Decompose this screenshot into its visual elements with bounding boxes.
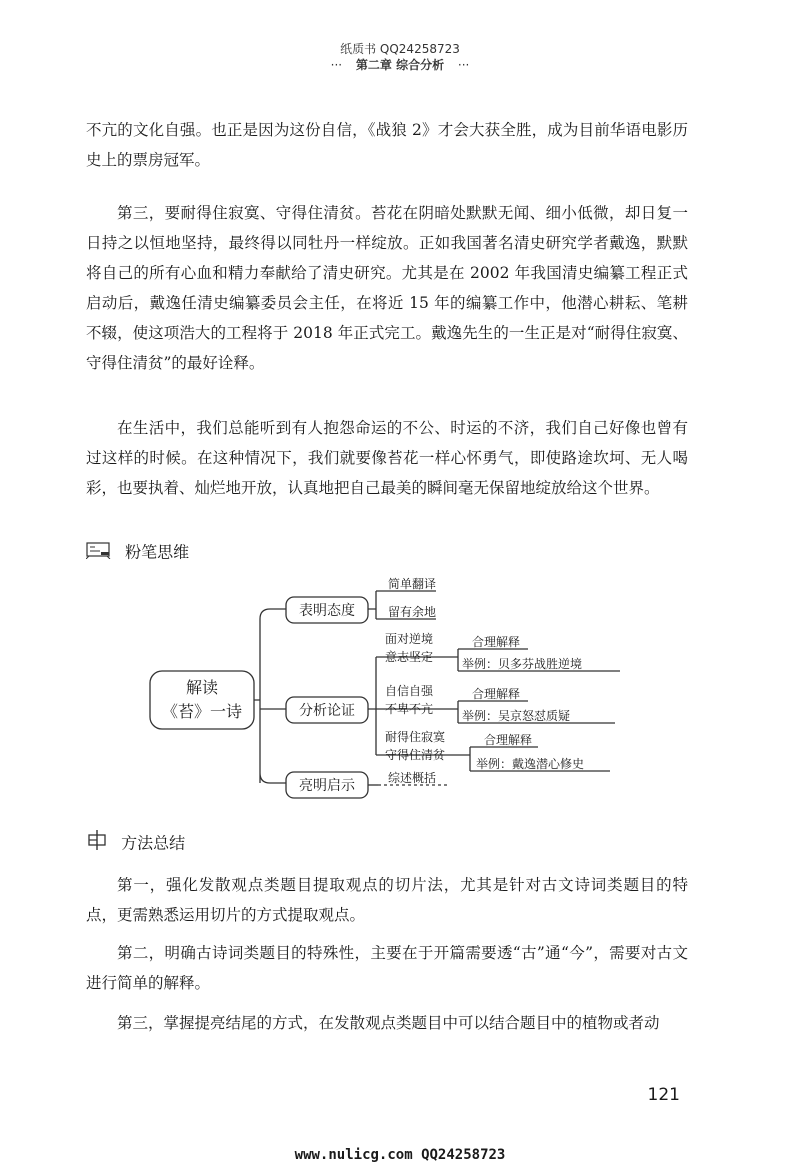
page-number: 121 bbox=[647, 1085, 680, 1105]
mindmap-diagram bbox=[140, 575, 620, 810]
mindmap-section-heading bbox=[86, 539, 189, 563]
paragraph-1: 不亢的文化自强。也正是因为这份自信，《战狼 2》才会大获全胜，成为目前华语电影历史上的票房冠军。 bbox=[86, 121, 688, 169]
method-summary-icon bbox=[86, 829, 108, 855]
mindmap-sub-item: 合理解释 bbox=[484, 733, 533, 747]
mindmap-sub-item: 举例：贝多芬战胜逆境 bbox=[462, 657, 583, 671]
method-paragraph-3: 第三，掌握提亮结尾的方式，在发散观点类题目中可以结合题目中的植物或者动 bbox=[117, 1014, 660, 1032]
paragraph-3: 在生活中，我们总能听到有人抱怨命运的不公、时运的不济，我们自己好像也曾有过这样的时候。在这种情况下，我们就要像苔花一样心怀勇气，即使路途坎坷、无人喝彩，也要执着、灿烂地开放，认真地把自己最美的瞬间毫无保留地绽放给这个世界。 bbox=[86, 419, 688, 497]
mindmap-section-title: 粉笔思维 bbox=[125, 542, 190, 562]
mindmap-point-line: 不卑不亢 bbox=[385, 702, 434, 716]
mindmap-point-line: 面对逆境 bbox=[385, 632, 434, 646]
mindmap-sub-item: 合理解释 bbox=[472, 635, 521, 649]
header-watermark: 纸质书 QQ24258723 bbox=[340, 42, 460, 56]
chapter-title: 第二章 综合分析 bbox=[355, 58, 445, 72]
method-section-heading bbox=[86, 829, 185, 855]
mindmap-root-line1: 解读 bbox=[185, 678, 219, 697]
mindmap-leaf: 留有余地 bbox=[388, 605, 437, 619]
chalk-board-icon bbox=[86, 539, 112, 563]
chapter-header bbox=[0, 56, 800, 73]
method-paragraph-2: 第二，明确古诗词类题目的特殊性，主要在于开篇需要透“古”通“今”，需要对古文进行简单的解释。 bbox=[86, 944, 688, 992]
mindmap-point-line: 意志坚定 bbox=[385, 650, 434, 664]
mindmap-sub-item: 举例：吴京怒怼质疑 bbox=[462, 709, 571, 723]
mindmap-sub-item: 举例：戴逸潜心修史 bbox=[476, 757, 585, 771]
chapter-left-dots: ··· bbox=[330, 58, 343, 72]
mindmap-leaf: 综述概括 bbox=[388, 771, 437, 785]
paragraph-2: 第三，要耐得住寂寞、守得住清贫。苔花在阴暗处默默无闻、细小低微，却日复一日持之以恒地坚持，最终得以同牡丹一样绽放。正如我国著名清史研究学者戴逸，默默将自己的所有心血和精力奉献给了清史研究。尤其是在 2002 年我国清史编纂工程正式启动后，戴逸任清史编纂委员会主任，在将近 15 年的编纂工作中，他潜心耕耘、笔耕不辍，使这项浩大的工程将于 2018 年正式完工。戴逸先生的一生正是对“耐得住寂寞、守得住清贫”的最好诠释。 bbox=[86, 204, 688, 372]
mindmap-point-line: 耐得住寂寞 bbox=[385, 730, 446, 744]
mindmap-point-line: 守得住清贫 bbox=[385, 748, 446, 762]
mindmap-branch-argument: 分析论证 bbox=[299, 703, 355, 719]
chapter-right-dots: ··· bbox=[457, 58, 470, 72]
mindmap-leaf: 简单翻译 bbox=[388, 577, 437, 591]
method-paragraph-1: 第一，强化发散观点类题目提取观点的切片法，尤其是针对古文诗词类题目的特点，更需熟悉运用切片的方式提取观点。 bbox=[86, 876, 688, 924]
method-section-title: 方法总结 bbox=[121, 833, 186, 853]
mindmap-sub-item: 合理解释 bbox=[472, 687, 521, 701]
mindmap-point-line: 自信自强 bbox=[385, 684, 434, 698]
mindmap-branch-inspiration: 亮明启示 bbox=[299, 778, 355, 794]
mindmap-branch-attitude: 表明态度 bbox=[299, 603, 355, 619]
footer-watermark: www.nulicg.com QQ24258723 bbox=[294, 1147, 506, 1163]
mindmap-root-line2: 《苔》一诗 bbox=[161, 702, 243, 721]
